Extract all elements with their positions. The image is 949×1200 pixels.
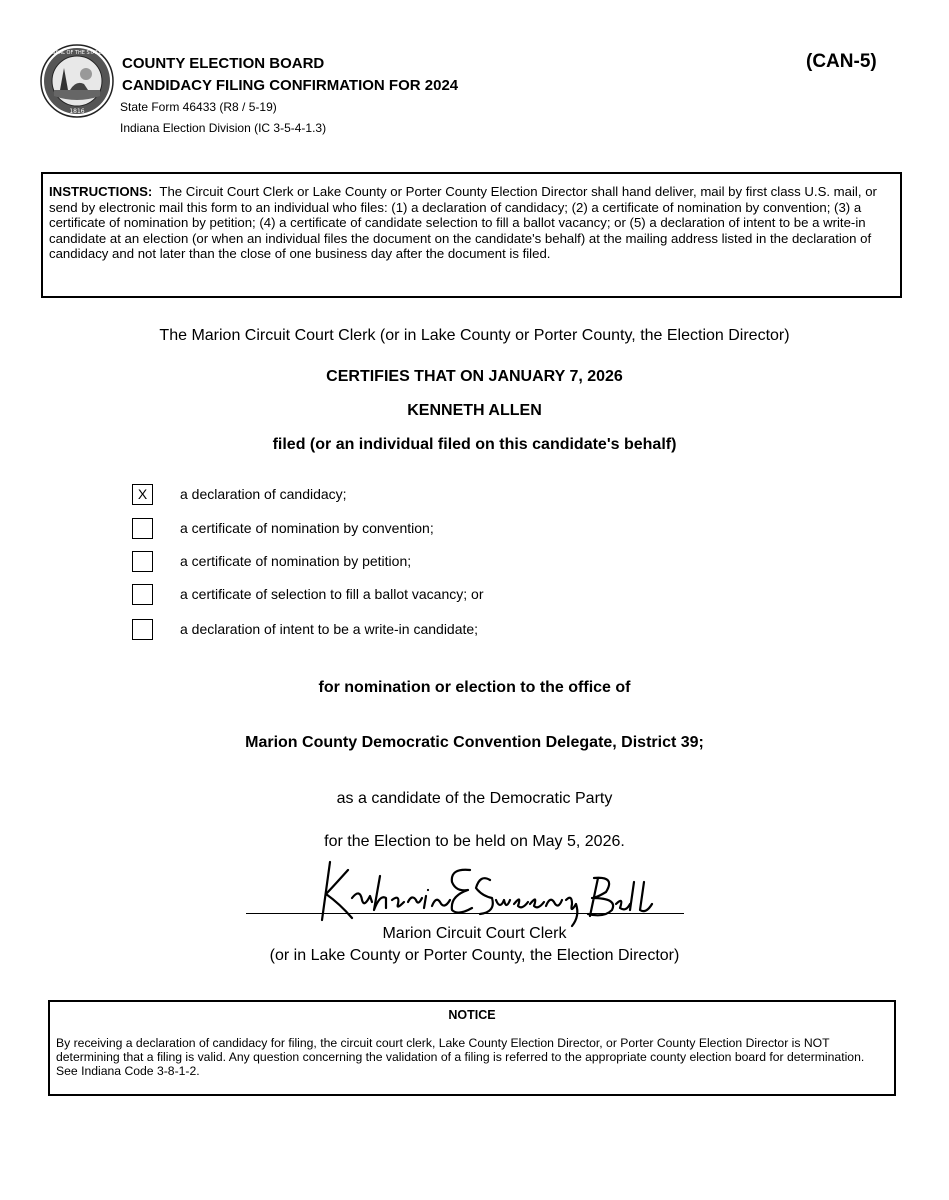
office-name: Marion County Democratic Convention Delegate, District 39; <box>245 734 704 751</box>
form-code: (CAN-5) <box>806 51 877 72</box>
checkbox-label: a declaration of intent to be a write-in candidate; <box>180 621 479 637</box>
checkbox[interactable] <box>132 518 153 539</box>
certification-date: CERTIFIES THAT ON JANUARY 7, 2026 <box>326 368 623 385</box>
option-write-in-intent[interactable] <box>132 617 479 641</box>
option-selection-ballot-vacancy[interactable] <box>132 582 484 606</box>
checkbox-label: a certificate of selection to fill a ballot vacancy; or <box>180 586 484 602</box>
checkbox[interactable] <box>132 619 153 640</box>
election-division: Indiana Election Division (IC 3-5-4-1.3) <box>120 121 327 135</box>
board-name: COUNTY ELECTION BOARD <box>122 55 325 72</box>
filed-line: filed (or an individual filed on this candidate's behalf) <box>272 436 677 453</box>
clerk-title: Marion Circuit Court Clerk <box>382 925 567 942</box>
notice-title: NOTICE <box>448 1008 496 1022</box>
form-title: CANDIDACY FILING CONFIRMATION FOR 2024 <box>122 77 459 94</box>
svg-text:1816: 1816 <box>69 108 85 115</box>
svg-text:SEAL OF THE STATE: SEAL OF THE STATE <box>52 50 102 56</box>
state-seal-icon <box>40 44 114 118</box>
instructions-label: INSTRUCTIONS: <box>49 184 153 199</box>
notice-text: By receiving a declaration of candidacy for filing, the circuit court clerk, Lake County Election Director, or Porter County Election Director is NOT determining that a filing is valid. Any question concerning the validation of a filing is referred to the appropriate county election board for determination. See Indiana Code 3-8-1-2. <box>56 1036 865 1078</box>
for-office-line: for nomination or election to the office of <box>318 679 631 696</box>
instructions-box <box>41 172 902 298</box>
option-nomination-by-convention[interactable] <box>132 516 434 540</box>
handwritten-signature <box>300 852 660 932</box>
checkbox-label: a declaration of candidacy; <box>180 486 347 502</box>
checkbox[interactable]: X <box>132 484 153 505</box>
notice-box <box>48 1000 896 1096</box>
checkbox-label: a certificate of nomination by petition; <box>180 553 412 569</box>
signature-line <box>246 913 684 914</box>
checkbox[interactable] <box>132 584 153 605</box>
checkbox[interactable] <box>132 551 153 572</box>
clerk-alt-title: (or in Lake County or Porter County, the Election Director) <box>269 947 680 964</box>
instructions-text: The Circuit Court Clerk or Lake County or Porter County Election Director shall hand deliver, mail by first class U.S. mail, or send by electronic mail this form to an individual who files: (1) a declaration of candidacy; (2) a certificate of nomination by convention; (3) a certificate of nomination by petition; (4) a certificate of candidate selection to fill a ballot vacancy; or (5) a declaration of intent to be a write-in candidate at an election (or when an individual files the document on the candidate's behalf) at the mailing address listed in the declaration of candidacy and not later than the close of one business day after the document is filed. <box>49 184 877 261</box>
issuer-line: The Marion Circuit Court Clerk (or in Lake County or Porter County, the Election Director) <box>159 327 790 344</box>
state-form-number: State Form 46433 (R8 / 5-19) <box>120 100 277 114</box>
option-declaration-of-candidacy[interactable] <box>132 482 347 506</box>
party-line: as a candidate of the Democratic Party <box>336 790 613 807</box>
election-date-line: for the Election to be held on May 5, 2026. <box>324 833 625 850</box>
candidate-name: KENNETH ALLEN <box>407 402 542 419</box>
form-header-titles <box>122 53 458 97</box>
option-nomination-by-petition[interactable] <box>132 549 412 573</box>
checkbox-label: a certificate of nomination by convention; <box>180 520 434 536</box>
